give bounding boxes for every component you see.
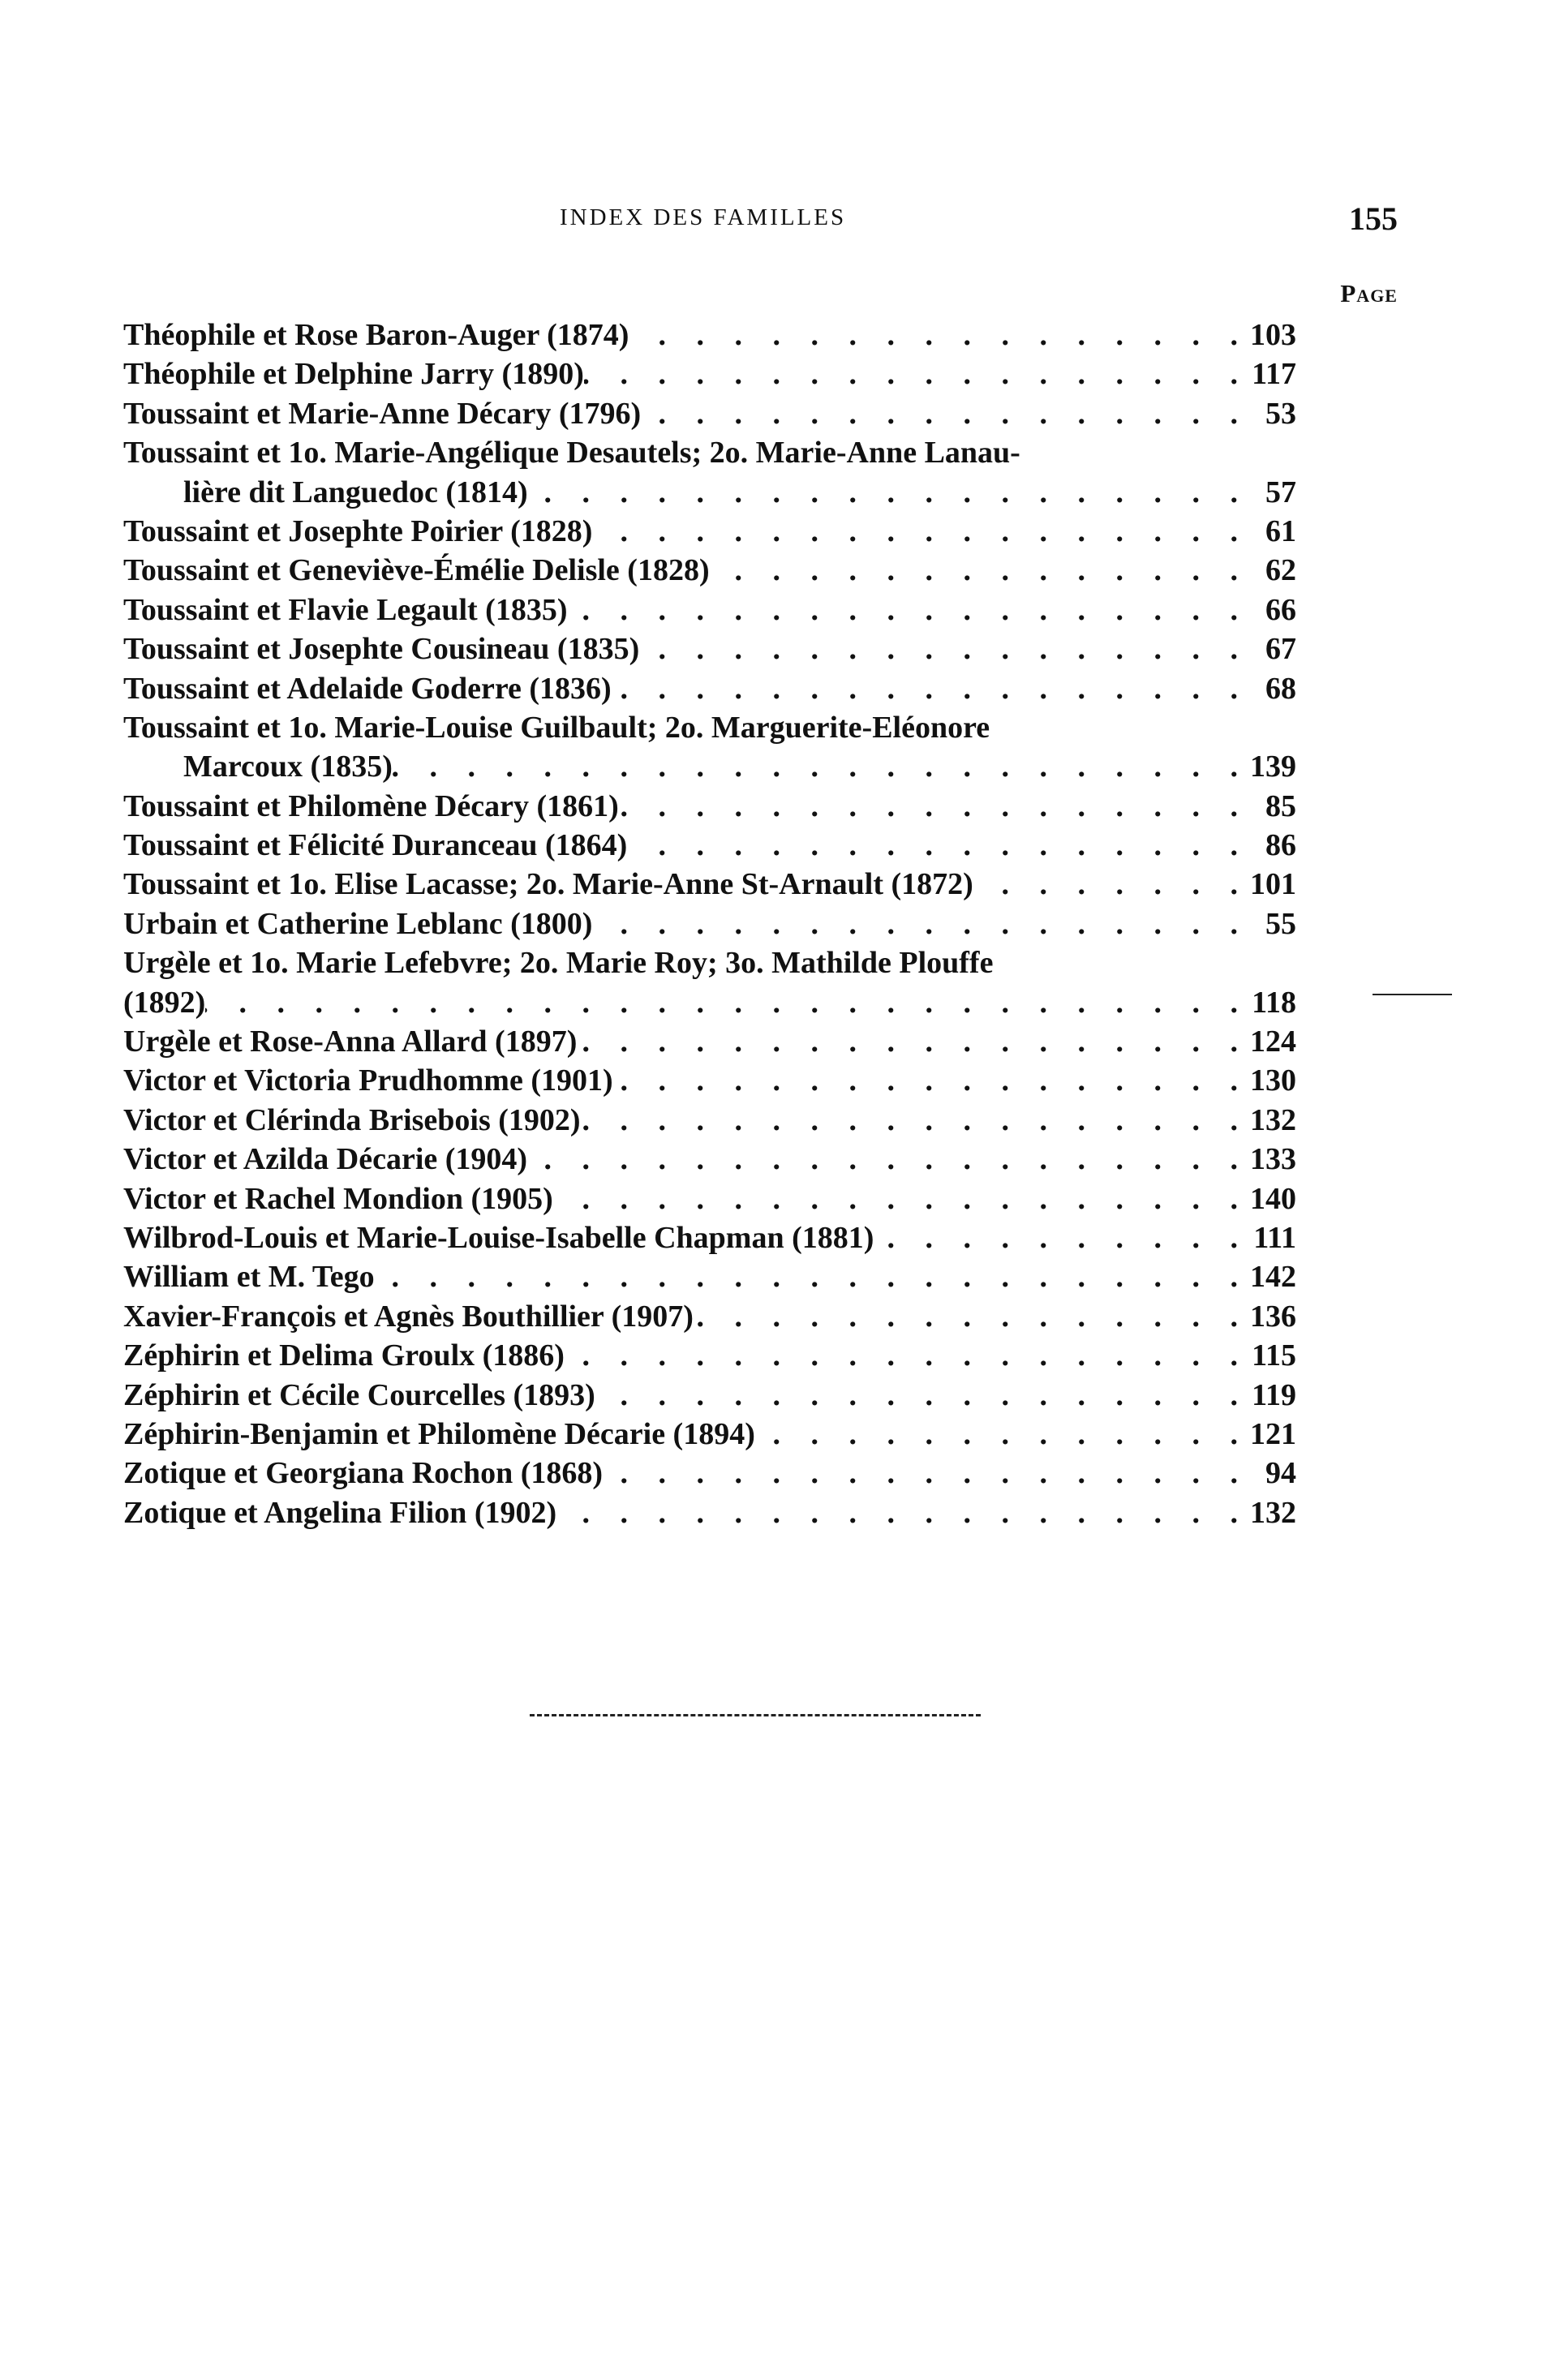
entry-name: Théophile et Delphine Jarry (1890) <box>123 357 584 392</box>
entry-page-number: 62 <box>1265 553 1296 588</box>
entry-name: Théophile et Rose Baron-Auger (1874) <box>123 318 629 352</box>
entry-page-number: 111 <box>1253 1220 1296 1255</box>
dot-leader <box>710 551 1249 590</box>
index-entry <box>123 1415 1296 1454</box>
dot-leader <box>613 1061 1249 1100</box>
entry-page-number: 67 <box>1265 632 1296 667</box>
entry-page-number: 94 <box>1265 1456 1296 1491</box>
family-index-list <box>123 316 1296 1532</box>
index-entry <box>123 943 1296 982</box>
entry-page-number: 86 <box>1265 828 1296 863</box>
entry-name: Zotique et Georgiana Rochon (1868) <box>123 1456 604 1491</box>
index-entry <box>123 1101 1296 1140</box>
dot-leader <box>619 787 1249 826</box>
entry-page-number: 124 <box>1250 1025 1296 1059</box>
index-entry <box>123 473 1296 512</box>
entry-name: Zotique et Angelina Filion (1902) <box>123 1495 557 1530</box>
entry-page-number: 121 <box>1250 1416 1296 1451</box>
entry-name: Marcoux (1835) <box>183 750 393 784</box>
index-entry <box>123 591 1296 629</box>
index-entry <box>123 747 1296 786</box>
dot-leader <box>627 826 1249 865</box>
entry-page-number: 117 <box>1252 357 1296 392</box>
dot-leader <box>603 1454 1249 1493</box>
entry-name: Toussaint et Félicité Duranceau (1864) <box>123 828 628 863</box>
entry-name: Zéphirin et Delima Groulx (1886) <box>123 1338 565 1373</box>
entry-page-number: 132 <box>1250 1102 1296 1137</box>
entry-name: Xavier-François et Agnès Bouthillier (1907) <box>123 1299 694 1334</box>
entry-name: Toussaint et Adelaide Goderre (1836) <box>123 671 612 706</box>
dot-leader <box>755 1415 1249 1454</box>
entry-name: Victor et Clérinda Brisebois (1902) <box>123 1102 581 1137</box>
entry-page-number: 119 <box>1252 1377 1296 1412</box>
entry-page-number: 130 <box>1250 1063 1296 1098</box>
page-number: 155 <box>1349 200 1398 237</box>
running-title: INDEX DES FAMILLES <box>560 204 847 230</box>
entry-page-number: 139 <box>1250 750 1296 784</box>
entry-name: Toussaint et Geneviève-Émélie Delisle (1828) <box>123 553 710 588</box>
dot-leader <box>568 591 1250 629</box>
index-entry <box>123 1454 1296 1493</box>
entry-page-number: 101 <box>1250 867 1296 902</box>
index-entry <box>123 512 1296 551</box>
index-entry <box>123 1376 1296 1415</box>
entry-name: Toussaint et Philomène Décary (1861) <box>123 788 619 823</box>
entry-name: Urgèle et 1o. Marie Lefebvre; 2o. Marie Roy; 3o. Mathilde Plouffe <box>123 946 994 981</box>
entry-name: Toussaint et 1o. Marie-Angélique Desautels; 2o. Marie-Anne Lanau- <box>123 436 1020 470</box>
entry-page-number: 118 <box>1252 985 1296 1020</box>
entry-name: Toussaint et Josephte Poirier (1828) <box>123 513 593 548</box>
dot-leader <box>641 394 1249 433</box>
entry-name: Toussaint et 1o. Marie-Louise Guilbault; 2o. Marguerite-Eléonore <box>123 710 990 745</box>
running-head <box>0 200 1568 245</box>
entry-name: Victor et Rachel Mondion (1905) <box>123 1181 553 1216</box>
entry-name: Toussaint et Flavie Legault (1835) <box>123 592 568 627</box>
page-column-header: Page <box>1340 279 1398 307</box>
index-entry <box>123 669 1296 708</box>
entry-page-number: 68 <box>1265 671 1296 706</box>
dot-leader <box>565 1336 1249 1375</box>
entry-page-number: 55 <box>1265 906 1296 941</box>
index-entry <box>123 394 1296 433</box>
index-entry <box>123 708 1296 747</box>
entry-name: lière dit Languedoc (1814) <box>183 475 528 509</box>
entry-page-number: 133 <box>1250 1142 1296 1177</box>
entry-name: Urbain et Catherine Leblanc (1800) <box>123 906 593 941</box>
dot-leader <box>639 629 1249 668</box>
index-entry <box>123 826 1296 865</box>
index-entry <box>123 1336 1296 1375</box>
margin-dash <box>1373 994 1452 995</box>
index-entry <box>123 316 1296 354</box>
entry-name: Zéphirin-Benjamin et Philomène Décarie (1894) <box>123 1416 755 1451</box>
entry-page-number: 136 <box>1250 1299 1296 1334</box>
entry-name: Urgèle et Rose-Anna Allard (1897) <box>123 1025 578 1059</box>
index-entry <box>123 865 1296 904</box>
entry-page-number: 142 <box>1250 1260 1296 1295</box>
dot-leader <box>581 1101 1249 1140</box>
index-entry <box>123 787 1296 826</box>
index-entry <box>123 629 1296 668</box>
entry-name: Victor et Victoria Prudhomme (1901) <box>123 1063 613 1098</box>
entry-page-number: 103 <box>1250 318 1296 352</box>
entry-name: William et M. Tego <box>123 1260 375 1295</box>
dot-leader <box>577 1022 1249 1061</box>
dot-leader <box>393 747 1249 786</box>
dot-leader <box>556 1493 1249 1532</box>
dot-leader <box>694 1297 1249 1336</box>
entry-page-number: 66 <box>1265 592 1296 627</box>
index-entry <box>123 1257 1296 1296</box>
entry-name: (1892) <box>123 985 206 1020</box>
entry-page-number: 61 <box>1265 513 1296 548</box>
entry-name: Zéphirin et Cécile Courcelles (1893) <box>123 1377 595 1412</box>
dot-leader <box>612 669 1249 708</box>
index-entry <box>123 1493 1296 1532</box>
entry-name: Wilbrod-Louis et Marie-Louise-Isabelle Chapman (1881) <box>123 1220 874 1255</box>
entry-name: Toussaint et Marie-Anne Décary (1796) <box>123 396 642 431</box>
dot-leader <box>375 1257 1249 1296</box>
dot-leader <box>528 473 1249 512</box>
index-entry <box>123 1061 1296 1100</box>
bottom-rule <box>530 1714 981 1716</box>
index-entry <box>123 1218 1296 1257</box>
index-entry <box>123 551 1296 590</box>
index-entry <box>123 1179 1296 1218</box>
dot-leader <box>595 1376 1249 1415</box>
dot-leader <box>553 1179 1249 1218</box>
dot-leader <box>592 512 1249 551</box>
index-entry <box>123 1140 1296 1179</box>
dot-leader <box>592 904 1249 943</box>
entry-page-number: 53 <box>1265 396 1296 431</box>
entry-name: Victor et Azilda Décarie (1904) <box>123 1142 528 1177</box>
entry-page-number: 115 <box>1252 1338 1296 1373</box>
entry-page-number: 85 <box>1265 788 1296 823</box>
dot-leader <box>205 983 1249 1022</box>
entry-page-number: 132 <box>1250 1495 1296 1530</box>
index-entry <box>123 433 1296 472</box>
dot-leader <box>527 1140 1249 1179</box>
index-entry <box>123 1297 1296 1336</box>
index-entry <box>123 983 1296 1022</box>
dot-leader <box>874 1218 1249 1257</box>
entry-page-number: 140 <box>1250 1181 1296 1216</box>
index-entry <box>123 354 1296 393</box>
dot-leader <box>629 316 1249 354</box>
entry-page-number: 57 <box>1265 475 1296 509</box>
dot-leader <box>584 354 1249 393</box>
entry-name: Toussaint et 1o. Elise Lacasse; 2o. Marie-Anne St-Arnault (1872) <box>123 867 973 902</box>
entry-name: Toussaint et Josephte Cousineau (1835) <box>123 632 640 667</box>
index-entry <box>123 1022 1296 1061</box>
dot-leader <box>973 865 1249 904</box>
index-entry <box>123 904 1296 943</box>
